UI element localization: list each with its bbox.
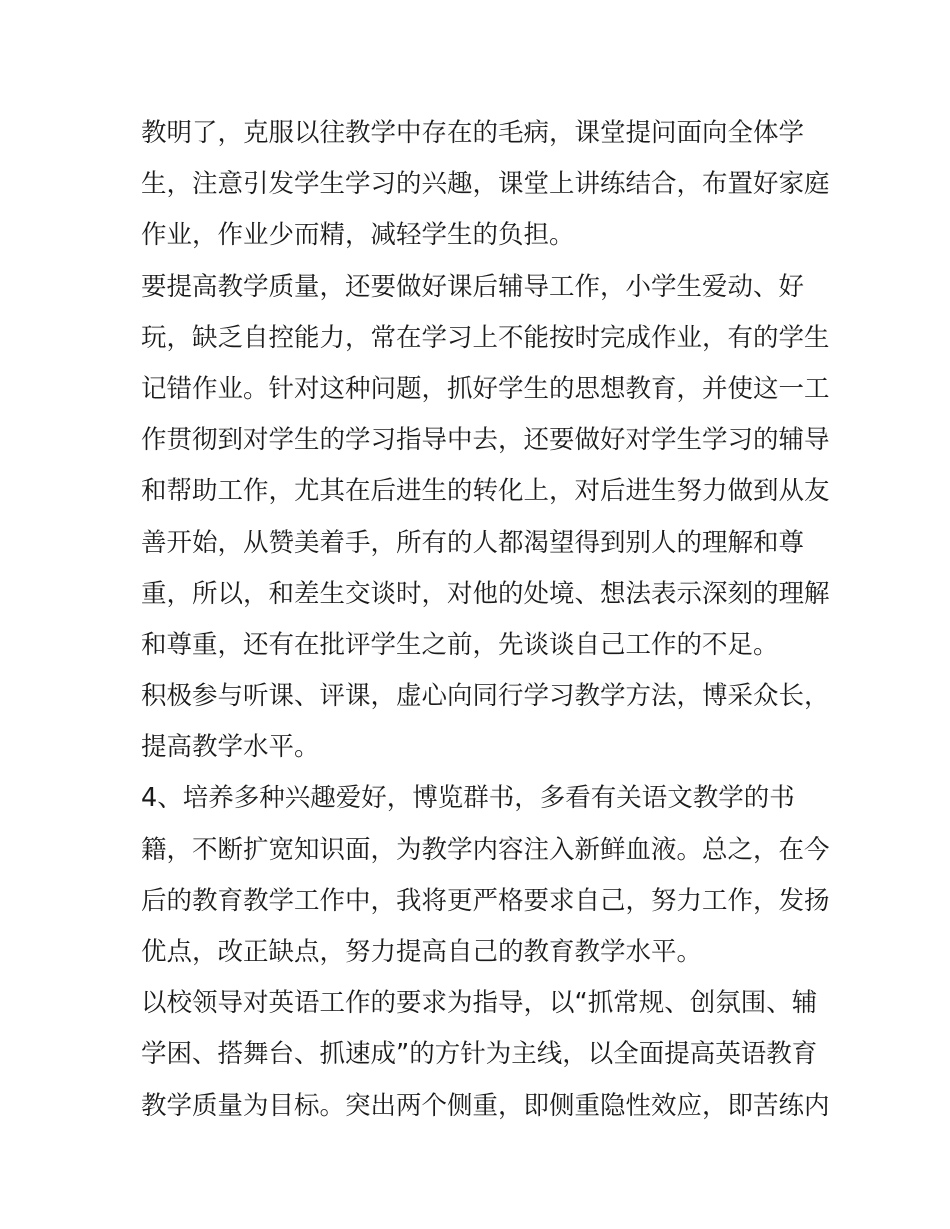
text-line: 学困、搭舞台、抓速成”的方针为主线，以全面提高英语教育 bbox=[141, 1039, 818, 1070]
text-line: 以校领导对英语工作的要求为指导，以“抓常规、创氛围、辅 bbox=[141, 988, 818, 1019]
text-line: 教明了，克服以往教学中存在的毛病，课堂提问面向全体学 bbox=[141, 118, 805, 148]
text-line: 要提高教学质量，还要做好课后辅导工作，小学生爱动、好 bbox=[141, 271, 805, 302]
body-text bbox=[141, 108, 830, 1132]
text-line: 4、培养多种兴趣爱好，博览群书，多看有关语文教学的书 bbox=[141, 783, 795, 814]
text-line: 积极参与听课、评课，虚心向同行学习教学方法，博采众长， bbox=[141, 681, 830, 712]
text-line: 优点，改正缺点，努力提高自己的教育教学水平。 bbox=[141, 937, 703, 967]
text-line: 善开始，从赞美着手，所有的人都渴望得到别人的理解和尊 bbox=[141, 527, 805, 558]
text-line: 作贯彻到对学生的学习指导中去，还要做好对学生学习的辅导 bbox=[141, 425, 830, 456]
text-line: 记错作业。针对这种问题，抓好学生的思想教育，并使这一工 bbox=[141, 373, 830, 404]
text-line: 后的教育教学工作中，我将更严格要求自己，努力工作，发扬 bbox=[141, 885, 830, 916]
text-line: 和尊重，还有在批评学生之前，先谈谈自己工作的不足。 bbox=[141, 629, 779, 660]
text-line: 作业，作业少而精，减轻学生的负担。 bbox=[141, 220, 575, 251]
text-line: 提高教学水平。 bbox=[141, 732, 320, 763]
text-line: 玩，缺乏自控能力，常在学习上不能按时完成作业，有的学生 bbox=[141, 322, 830, 353]
text-line: 和帮助工作，尤其在后进生的转化上，对后进生努力做到从友 bbox=[141, 476, 830, 507]
text-line: 生，注意引发学生学习的兴趣，课堂上讲练结合，布置好家庭 bbox=[141, 169, 830, 200]
text-line: 籍，不断扩宽知识面，为教学内容注入新鲜血液。总之，在今 bbox=[141, 834, 830, 865]
text-line: 重，所以，和差生交谈时，对他的处境、想法表示深刻的理解 bbox=[141, 578, 830, 609]
text-line: 教学质量为目标。突出两个侧重，即侧重隐性效应，即苦练内 bbox=[141, 1090, 830, 1121]
